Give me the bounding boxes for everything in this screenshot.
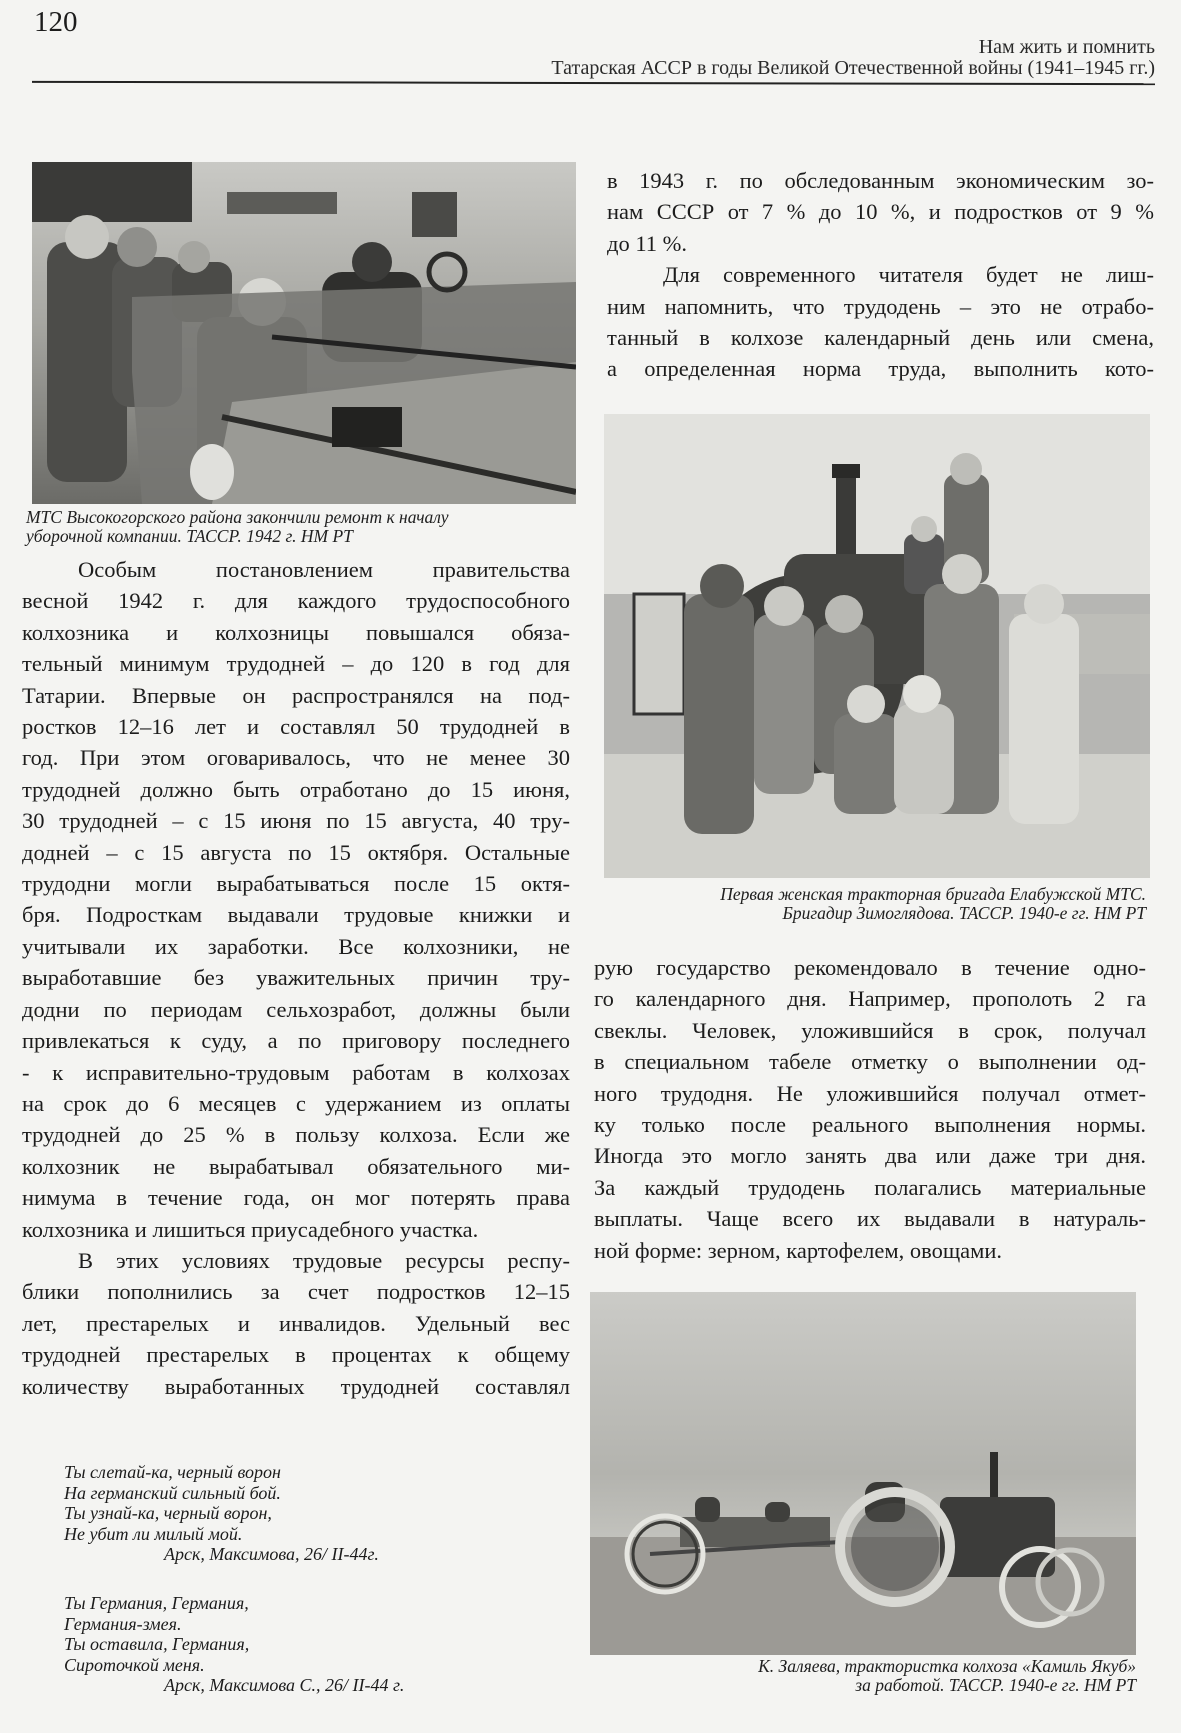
text-line: додней – с 15 августа по 15 октября. Остальные bbox=[22, 839, 570, 865]
text-line: додни по периодам сельхозработ, должны были bbox=[22, 996, 570, 1022]
poem-verse: Ты оставила, Германия, bbox=[64, 1634, 250, 1654]
caption-line: К. Заляева, трактористка колхоза «Камиль Якуб» bbox=[758, 1656, 1136, 1676]
right-column-text-mid bbox=[594, 952, 1146, 1266]
text-line: тельный минимум трудодней – до 120 в год для bbox=[22, 651, 570, 677]
text-line: ной форме: зерном, картофелем, овощами. bbox=[594, 1237, 1003, 1263]
poem-signature: Арск, Максимова, 26/ II-44г. bbox=[164, 1544, 379, 1564]
text-line: колхозника и лишиться приусадебного участка. bbox=[22, 1216, 479, 1242]
caption-line: МТС Высокогорского района закончили ремонт к началу bbox=[26, 507, 449, 527]
right-column-text-top bbox=[607, 165, 1154, 385]
text-line: ку только после реального выполнения нормы. bbox=[594, 1112, 1146, 1138]
text-line: в 1943 г. по обследованным экономическим зо- bbox=[607, 168, 1154, 193]
left-column-text bbox=[22, 554, 570, 1402]
text-line: ростков 12–16 лет и составлял 50 трудодней в bbox=[22, 714, 570, 740]
header-rule bbox=[32, 81, 1155, 85]
text-line: трудодней до 25 % в пользу колхоза. Если же bbox=[22, 1122, 570, 1148]
text-line: выработавшие без уважительных причин тру- bbox=[22, 965, 570, 991]
text-line: колхозник не вырабатывал обязательного ми- bbox=[22, 1153, 570, 1179]
photo-tractor-in-field bbox=[590, 1292, 1136, 1655]
text-line: привлекаться к суду, а по приговору последнего bbox=[22, 1028, 570, 1054]
text-line: Татарии. Впервые он распространялся на под- bbox=[22, 682, 570, 708]
poem-black-raven bbox=[64, 1462, 379, 1565]
poem-verse: На германский сильный бой. bbox=[64, 1482, 281, 1503]
poem-germany bbox=[64, 1593, 404, 1696]
photo-caption-tractor-in-field bbox=[590, 1657, 1136, 1695]
running-head-series: Нам жить и помнить bbox=[978, 36, 1155, 58]
poem-signature: Арск, Максимова С., 26/ II-44 г. bbox=[164, 1675, 405, 1695]
text-line: - к исправительно-трудовым работам в колхозах bbox=[22, 1059, 570, 1085]
text-line: весной 1942 г. для каждого трудоспособного bbox=[22, 588, 570, 614]
text-line: Особым постановлением правительства bbox=[78, 557, 570, 582]
text-line: выплаты. Чаще всего их выдавали в натураль- bbox=[594, 1206, 1146, 1232]
text-line: нам СССР от 7 % до 10 %, и подростков от 9 % bbox=[607, 199, 1154, 225]
poem-verse: Ты узнай-ка, черный ворон, bbox=[64, 1503, 272, 1523]
photo-repair-workshop bbox=[32, 162, 576, 504]
photo-caption-repair-workshop bbox=[26, 508, 586, 546]
poem-verse: Ты слетай-ка, черный ворон bbox=[64, 1462, 281, 1482]
text-line: рую государство рекомендовало в течение одно- bbox=[594, 955, 1146, 980]
text-line: танный в колхозе календарный день или смена, bbox=[607, 325, 1154, 351]
text-line: В этих условиях трудовые ресурсы респу- bbox=[78, 1247, 570, 1273]
caption-line: уборочной компании. ТАССР. 1942 г. НМ РТ bbox=[26, 526, 353, 546]
text-line: в специальном табеле отметку о выполнении од- bbox=[594, 1049, 1146, 1075]
text-line: количеству выработанных трудодней составлял bbox=[22, 1373, 570, 1399]
caption-line: Первая женская тракторная бригада Елабужской МТС. bbox=[720, 884, 1146, 904]
text-line: трудодней должно быть отработано до 15 июня, bbox=[22, 776, 570, 802]
text-line: учитывали их заработки. Все колхозники, не bbox=[22, 933, 570, 959]
text-line: ним напомнить, что трудодень – это не отрабо- bbox=[607, 293, 1154, 319]
text-line: нимума в течение года, он мог потерять права bbox=[22, 1185, 570, 1211]
text-line: За каждый трудодень полагались материальные bbox=[594, 1174, 1146, 1200]
text-line: блики пополнились за счет подростков 12–15 bbox=[22, 1279, 570, 1305]
text-line: го календарного дня. Например, прополоть 2 га bbox=[594, 986, 1146, 1012]
photo-caption-tractor-brigade bbox=[590, 885, 1146, 923]
running-head bbox=[551, 37, 1155, 79]
text-line: трудодни могли вырабатываться после 15 октя- bbox=[22, 871, 570, 897]
running-head-title: Татарская АССР в годы Великой Отечественной войны (1941–1945 гг.) bbox=[551, 57, 1155, 79]
poem-verse: Сироточкой меня. bbox=[64, 1654, 205, 1675]
text-line: год. При этом оговаривалось, что не менее 30 bbox=[22, 745, 570, 771]
photo-tractor-brigade bbox=[604, 414, 1150, 878]
poem-verse: Не убит ли милый мой. bbox=[64, 1523, 243, 1544]
text-line: колхозника и колхозницы повышался обяза- bbox=[22, 619, 570, 645]
text-line: бря. Подросткам выдавали трудовые книжки и bbox=[22, 902, 570, 928]
caption-line: Бригадир Зимоглядова. ТАССР. 1940-е гг. НМ РТ bbox=[782, 903, 1146, 923]
text-line: свеклы. Человек, уложившийся в срок, получал bbox=[594, 1017, 1146, 1043]
poem-verse: Ты Германия, Германия, bbox=[64, 1593, 249, 1613]
text-line: лет, престарелых и инвалидов. Удельный вес bbox=[22, 1310, 570, 1336]
text-line: на срок до 6 месяцев с удержанием из оплаты bbox=[22, 1090, 570, 1116]
text-line: трудодней престарелых в процентах к общему bbox=[22, 1342, 570, 1368]
text-line: Для современного читателя будет не лиш- bbox=[663, 262, 1154, 288]
text-line: до 11 %. bbox=[607, 230, 687, 256]
caption-line: за работой. ТАССР. 1940-е гг. НМ РТ bbox=[855, 1675, 1136, 1695]
poem-verse: Германия-змея. bbox=[64, 1613, 182, 1634]
page-number: 120 bbox=[34, 6, 78, 38]
text-line: 30 трудодней – с 15 июня по 15 августа, 40 тру- bbox=[22, 808, 570, 834]
text-line: ного трудодня. Не уложившийся получал отмет- bbox=[594, 1080, 1146, 1106]
text-line: Иногда это могло занять два или даже три дня. bbox=[594, 1143, 1146, 1169]
text-line: а определенная норма труда, выполнить кото- bbox=[607, 356, 1154, 382]
